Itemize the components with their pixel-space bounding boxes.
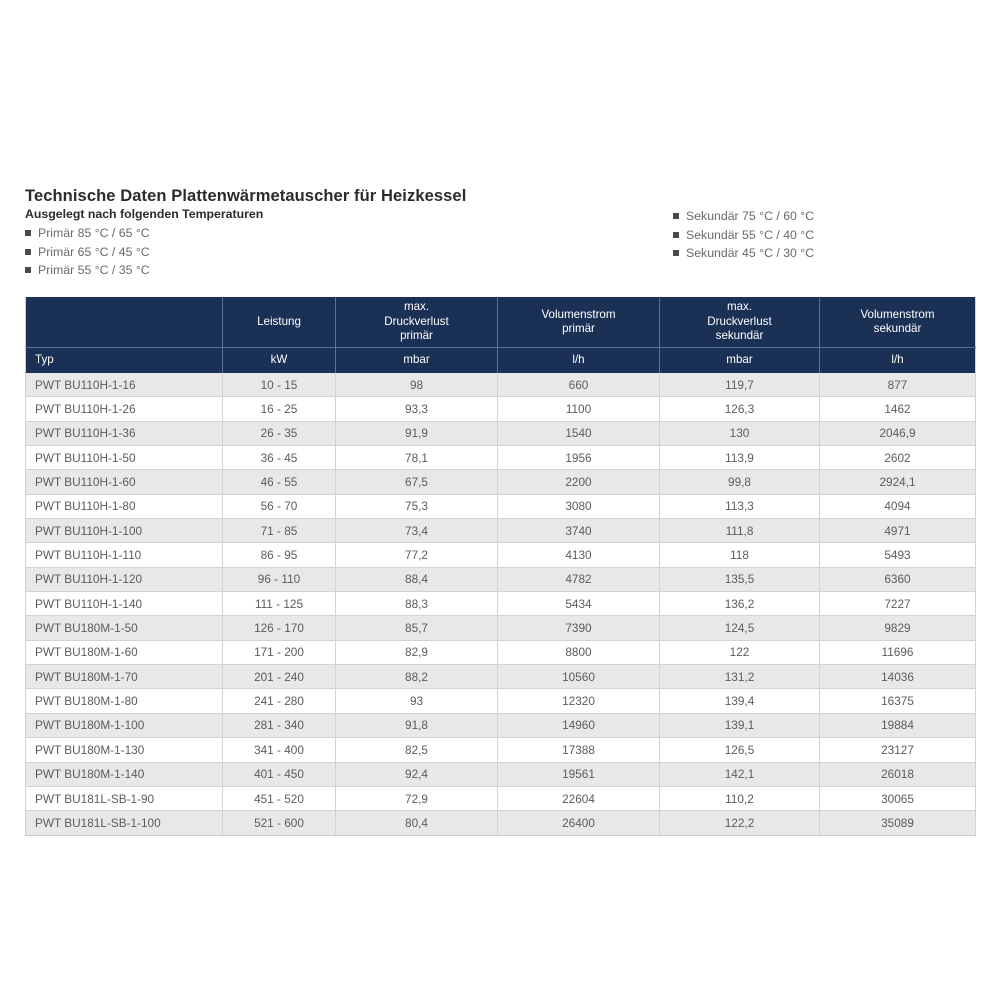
cell-dp_sekundaer: 124,5: [660, 616, 820, 640]
secondary-condition-label: Sekundär 55 °C / 40 °C: [686, 227, 815, 242]
cell-dp_sekundaer: 135,5: [660, 567, 820, 591]
cell-v_sekundaer: 4971: [820, 519, 976, 543]
cell-typ: PWT BU110H-1-26: [26, 397, 223, 421]
cell-v_sekundaer: 35089: [820, 811, 976, 835]
unit-druckverlust-sekundaer: mbar: [660, 348, 820, 374]
cell-dp_sekundaer: 139,1: [660, 713, 820, 737]
table-row: [26, 446, 976, 470]
bullet-square-icon: [25, 249, 31, 255]
cell-v_sekundaer: 11696: [820, 640, 976, 664]
cell-dp_primaer: 75,3: [336, 494, 498, 518]
cell-typ: PWT BU181L-SB-1-90: [26, 786, 223, 810]
cell-v_sekundaer: 16375: [820, 689, 976, 713]
cell-typ: PWT BU110H-1-16: [26, 373, 223, 397]
table-row: [26, 786, 976, 810]
cell-dp_sekundaer: 119,7: [660, 373, 820, 397]
cell-dp_primaer: 82,5: [336, 738, 498, 762]
cell-dp_sekundaer: 131,2: [660, 665, 820, 689]
cell-dp_primaer: 88,4: [336, 567, 498, 591]
cell-leistung: 341 - 400: [223, 738, 336, 762]
primary-condition-item: [25, 224, 150, 243]
cell-typ: PWT BU180M-1-70: [26, 665, 223, 689]
table-row: [26, 640, 976, 664]
cell-typ: PWT BU110H-1-80: [26, 494, 223, 518]
cell-v_primaer: 14960: [498, 713, 660, 737]
cell-dp_sekundaer: 113,9: [660, 446, 820, 470]
table-row: [26, 543, 976, 567]
cell-leistung: 96 - 110: [223, 567, 336, 591]
cell-leistung: 46 - 55: [223, 470, 336, 494]
cell-typ: PWT BU110H-1-36: [26, 421, 223, 445]
cell-v_primaer: 17388: [498, 738, 660, 762]
col-header-druckverlust-primaer: max. Druckverlust primär: [336, 297, 498, 348]
table-header-row-units: [26, 348, 976, 374]
design-conditions-subtitle: Ausgelegt nach folgenden Temperaturen: [25, 207, 264, 221]
cell-v_primaer: 660: [498, 373, 660, 397]
bullet-square-icon: [25, 230, 31, 236]
cell-dp_primaer: 80,4: [336, 811, 498, 835]
cell-dp_primaer: 98: [336, 373, 498, 397]
cell-typ: PWT BU110H-1-110: [26, 543, 223, 567]
cell-leistung: 10 - 15: [223, 373, 336, 397]
cell-v_primaer: 12320: [498, 689, 660, 713]
cell-v_sekundaer: 877: [820, 373, 976, 397]
cell-typ: PWT BU181L-SB-1-100: [26, 811, 223, 835]
cell-typ: PWT BU180M-1-100: [26, 713, 223, 737]
cell-v_sekundaer: 6360: [820, 567, 976, 591]
cell-typ: PWT BU180M-1-130: [26, 738, 223, 762]
cell-v_primaer: 1540: [498, 421, 660, 445]
table-row: [26, 713, 976, 737]
cell-dp_sekundaer: 130: [660, 421, 820, 445]
cell-dp_sekundaer: 99,8: [660, 470, 820, 494]
cell-leistung: 126 - 170: [223, 616, 336, 640]
table-body: [26, 373, 976, 835]
cell-v_sekundaer: 1462: [820, 397, 976, 421]
cell-v_primaer: 5434: [498, 592, 660, 616]
primary-condition-label: Primär 55 °C / 35 °C: [38, 263, 150, 277]
cell-dp_sekundaer: 136,2: [660, 592, 820, 616]
cell-dp_primaer: 92,4: [336, 762, 498, 786]
col-header-leistung: Leistung: [223, 297, 336, 348]
secondary-condition-label: Sekundär 75 °C / 60 °C: [686, 209, 815, 223]
table-row: [26, 567, 976, 591]
table-row: [26, 665, 976, 689]
cell-dp_sekundaer: 111,8: [660, 519, 820, 543]
cell-typ: PWT BU180M-1-50: [26, 616, 223, 640]
cell-leistung: 281 - 340: [223, 713, 336, 737]
cell-v_sekundaer: 2602: [820, 446, 976, 470]
cell-v_primaer: 1956: [498, 446, 660, 470]
cell-leistung: 171 - 200: [223, 640, 336, 664]
bullet-square-icon: [25, 267, 31, 273]
cell-v_primaer: 22604: [498, 786, 660, 810]
cell-v_primaer: 3740: [498, 519, 660, 543]
cell-typ: PWT BU110H-1-50: [26, 446, 223, 470]
unit-typ: Typ: [26, 348, 223, 374]
cell-v_sekundaer: 14036: [820, 665, 976, 689]
cell-dp_primaer: 67,5: [336, 470, 498, 494]
unit-druckverlust-primaer: mbar: [336, 348, 498, 374]
bullet-square-icon: [673, 213, 679, 219]
cell-v_primaer: 4782: [498, 567, 660, 591]
cell-v_primaer: 1100: [498, 397, 660, 421]
cell-dp_primaer: 82,9: [336, 640, 498, 664]
cell-dp_primaer: 73,4: [336, 519, 498, 543]
cell-v_sekundaer: 7227: [820, 592, 976, 616]
primary-condition-item: [25, 261, 150, 280]
cell-leistung: 56 - 70: [223, 494, 336, 518]
cell-dp_sekundaer: 113,3: [660, 494, 820, 518]
cell-v_primaer: 19561: [498, 762, 660, 786]
cell-typ: PWT BU110H-1-100: [26, 519, 223, 543]
unit-volumenstrom-sekundaer: l/h: [820, 348, 976, 374]
cell-leistung: 16 - 25: [223, 397, 336, 421]
cell-dp_sekundaer: 118: [660, 543, 820, 567]
cell-leistung: 241 - 280: [223, 689, 336, 713]
cell-dp_sekundaer: 142,1: [660, 762, 820, 786]
cell-leistung: 401 - 450: [223, 762, 336, 786]
table-row: [26, 421, 976, 445]
cell-v_sekundaer: 5493: [820, 543, 976, 567]
table-row: [26, 762, 976, 786]
cell-v_primaer: 3080: [498, 494, 660, 518]
cell-leistung: 521 - 600: [223, 811, 336, 835]
table-row: [26, 689, 976, 713]
primary-condition-label: Primär 85 °C / 65 °C: [38, 226, 150, 240]
cell-typ: PWT BU180M-1-60: [26, 640, 223, 664]
cell-dp_primaer: 88,3: [336, 592, 498, 616]
primary-condition-label: Primär 65 °C / 45 °C: [38, 244, 150, 259]
cell-v_sekundaer: 4094: [820, 494, 976, 518]
cell-typ: PWT BU180M-1-140: [26, 762, 223, 786]
cell-dp_primaer: 93,3: [336, 397, 498, 421]
col-header-volumenstrom-sekundaer: Volumenstrom sekundär: [820, 297, 976, 348]
cell-dp_sekundaer: 110,2: [660, 786, 820, 810]
cell-v_primaer: 4130: [498, 543, 660, 567]
unit-volumenstrom-primaer: l/h: [498, 348, 660, 374]
cell-v_sekundaer: 2924,1: [820, 470, 976, 494]
col-header-druckverlust-sekundaer: max. Druckverlust sekundär: [660, 297, 820, 348]
cell-v_primaer: 10560: [498, 665, 660, 689]
col-header-volumenstrom-primaer: Volumenstrom primär: [498, 297, 660, 348]
secondary-condition-item: [673, 207, 814, 226]
cell-dp_primaer: 91,9: [336, 421, 498, 445]
cell-dp_sekundaer: 139,4: [660, 689, 820, 713]
cell-typ: PWT BU110H-1-120: [26, 567, 223, 591]
secondary-condition-label: Sekundär 45 °C / 30 °C: [686, 246, 815, 260]
technical-data-table: [25, 297, 976, 836]
table-row: [26, 738, 976, 762]
cell-leistung: 36 - 45: [223, 446, 336, 470]
table-row: [26, 470, 976, 494]
cell-v_sekundaer: 19884: [820, 713, 976, 737]
table-row: [26, 616, 976, 640]
cell-v_primaer: 2200: [498, 470, 660, 494]
table-row: [26, 519, 976, 543]
cell-typ: PWT BU110H-1-140: [26, 592, 223, 616]
table-header: [26, 297, 976, 373]
cell-v_sekundaer: 26018: [820, 762, 976, 786]
secondary-condition-item: [673, 244, 814, 263]
cell-dp_sekundaer: 122,2: [660, 811, 820, 835]
cell-dp_sekundaer: 126,5: [660, 738, 820, 762]
cell-v_sekundaer: 23127: [820, 738, 976, 762]
table-row: [26, 592, 976, 616]
table-row: [26, 811, 976, 835]
bullet-square-icon: [673, 232, 679, 238]
cell-dp_primaer: 93: [336, 689, 498, 713]
primary-conditions-list: [25, 224, 150, 280]
bullet-square-icon: [673, 250, 679, 256]
table-row: [26, 494, 976, 518]
table-header-row-labels: [26, 297, 976, 348]
primary-condition-item: [25, 243, 150, 262]
cell-dp_primaer: 72,9: [336, 786, 498, 810]
cell-typ: PWT BU180M-1-80: [26, 689, 223, 713]
cell-v_primaer: 7390: [498, 616, 660, 640]
cell-dp_primaer: 91,8: [336, 713, 498, 737]
cell-dp_primaer: 78,1: [336, 446, 498, 470]
cell-dp_sekundaer: 126,3: [660, 397, 820, 421]
cell-dp_primaer: 85,7: [336, 616, 498, 640]
cell-leistung: 201 - 240: [223, 665, 336, 689]
cell-leistung: 451 - 520: [223, 786, 336, 810]
secondary-condition-item: [673, 226, 814, 245]
secondary-conditions-list: [673, 207, 814, 263]
cell-dp_sekundaer: 122: [660, 640, 820, 664]
col-header-typ: [26, 297, 223, 348]
cell-leistung: 71 - 85: [223, 519, 336, 543]
cell-dp_primaer: 77,2: [336, 543, 498, 567]
cell-leistung: 86 - 95: [223, 543, 336, 567]
cell-typ: PWT BU110H-1-60: [26, 470, 223, 494]
unit-leistung: kW: [223, 348, 336, 374]
table-row: [26, 373, 976, 397]
cell-leistung: 111 - 125: [223, 592, 336, 616]
table-row: [26, 397, 976, 421]
cell-v_sekundaer: 2046,9: [820, 421, 976, 445]
cell-dp_primaer: 88,2: [336, 665, 498, 689]
cell-v_primaer: 8800: [498, 640, 660, 664]
technical-data-table-container: [25, 297, 975, 836]
page-title: Technische Daten Plattenwärmetauscher für Heizkessel: [25, 187, 467, 206]
cell-v_sekundaer: 30065: [820, 786, 976, 810]
cell-v_sekundaer: 9829: [820, 616, 976, 640]
cell-v_primaer: 26400: [498, 811, 660, 835]
cell-leistung: 26 - 35: [223, 421, 336, 445]
